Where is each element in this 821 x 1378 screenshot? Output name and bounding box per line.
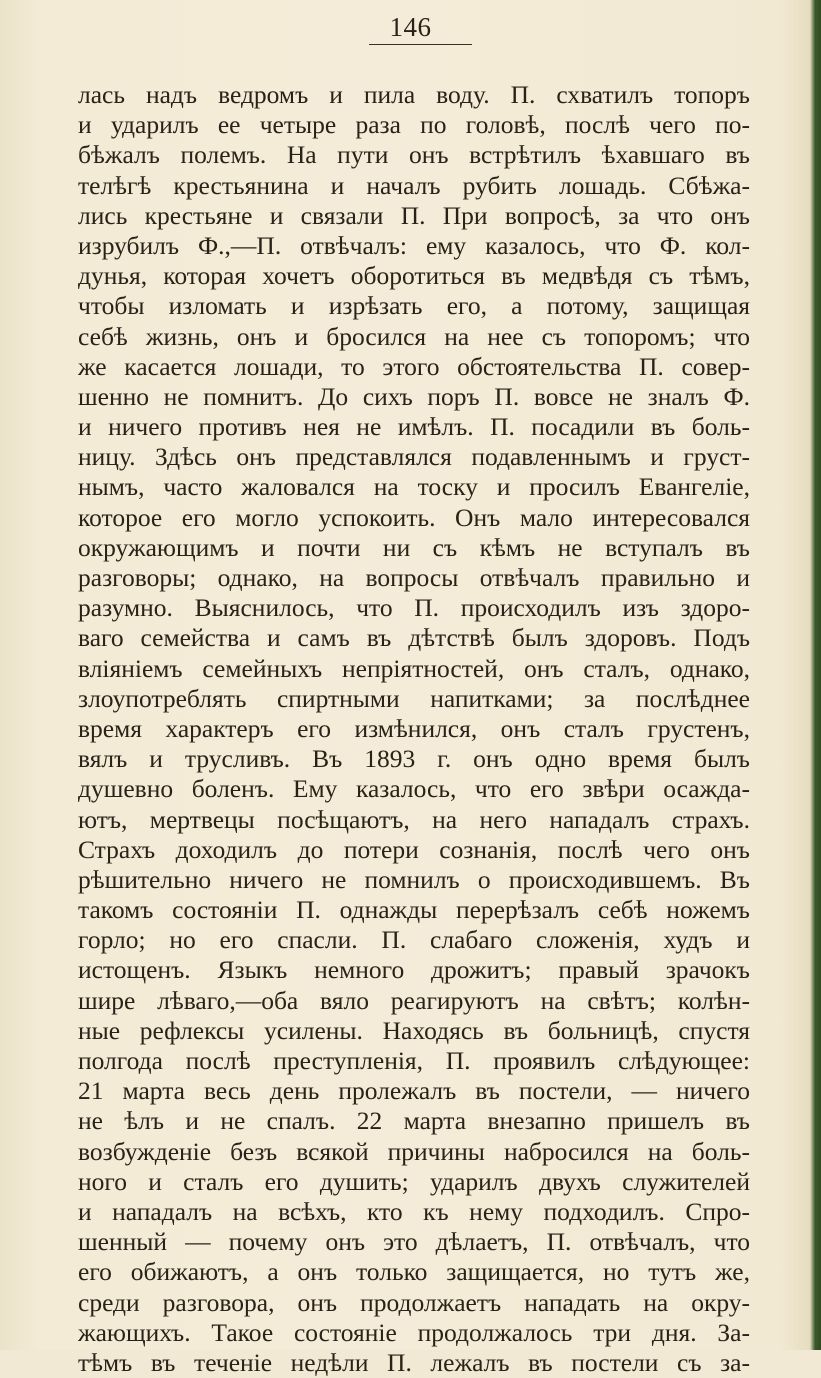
- text-line: окружающимъ и почти ни съ кѣмъ не вступалъ въ: [78, 532, 750, 562]
- text-line: дунья, которая хочетъ оборотиться въ медвѣдя съ тѣмъ,: [78, 261, 750, 291]
- text-line: и ничего противъ нея не имѣлъ. П. посадили въ боль-: [78, 412, 750, 442]
- text-line: возбужденіе безъ всякой причины набросился на боль-: [78, 1136, 750, 1166]
- text-line: себѣ жизнь, онъ и бросился на нее съ топоромъ; что: [78, 321, 750, 351]
- text-line: шенный — почему онъ это дѣлаетъ, П. отвѣчалъ, что: [78, 1227, 750, 1257]
- text-line: нымъ, часто жаловался на тоску и просилъ Евангеліе,: [78, 472, 750, 502]
- text-line: среди разговора, онъ продолжаетъ нападать на окру-: [78, 1287, 750, 1317]
- text-line: и ударилъ ее четыре раза по головѣ, послѣ чего по-: [78, 110, 750, 140]
- text-line: вліяніемъ семейныхъ непріятностей, онъ сталъ, однако,: [78, 653, 750, 683]
- text-line: разговоры; однако, на вопросы отвѣчалъ правильно и: [78, 563, 750, 592]
- text-line: и нападалъ на всѣхъ, кто къ нему подходилъ. Спро-: [78, 1196, 750, 1226]
- text-line: телѣгѣ крестьянина и началъ рубить лошадь. Сбѣжа-: [78, 170, 750, 200]
- text-line: душевно боленъ. Ему казалось, что его звѣри осажда-: [78, 774, 750, 804]
- text-line: полгода послѣ преступленія, П. проявилъ слѣдующее:: [78, 1046, 750, 1075]
- text-line: ницу. Здѣсь онъ представлялся подавленнымъ и груст-: [78, 442, 750, 472]
- text-line: бѣжалъ полемъ. На пути онъ встрѣтилъ ѣхавшаго въ: [78, 140, 750, 170]
- text-line: Страхъ доходилъ до потери сознанія, послѣ чего онъ: [78, 834, 750, 864]
- page-number: 146: [389, 12, 432, 42]
- text-line: шенно не помнитъ. До сихъ поръ П. вовсе не зналъ Ф.: [78, 381, 750, 411]
- text-line: 21 марта весь день пролежалъ въ постели, — ничего: [78, 1076, 750, 1106]
- text-line: такомъ состояніи П. однажды перерѣзалъ себѣ ножемъ: [78, 895, 750, 925]
- text-line: истощенъ. Языкъ немного дрожитъ; правый зрачокъ: [78, 955, 750, 985]
- text-line: разумно. Выяснилось, что П. происходилъ изъ здоро-: [78, 593, 750, 623]
- text-line: время характеръ его измѣнился, онъ сталъ грустенъ,: [78, 713, 750, 743]
- text-line: ного и сталъ его душить; ударилъ двухъ служителей: [78, 1166, 750, 1196]
- text-line: же касается лошади, то этого обстоятельства П. совер-: [78, 351, 750, 381]
- header-rule: [369, 44, 472, 45]
- text-line: лась надъ ведромъ и пила воду. П. схватилъ топоръ: [78, 80, 750, 109]
- text-line: рѣшительно ничего не помнилъ о происходившемъ. Въ: [78, 864, 750, 894]
- text-line: ваго семейства и самъ въ дѣтствѣ былъ здоровъ. Подъ: [78, 623, 750, 653]
- text-line: вялъ и трусливъ. Въ 1893 г. онъ одно время былъ: [78, 744, 750, 774]
- text-line: ные рефлексы усилены. Находясь въ больницѣ, спустя: [78, 1015, 750, 1045]
- text-line: жающихъ. Такое состояніе продолжалось три дня. За-: [78, 1317, 750, 1347]
- text-line: лись крестьяне и связали П. При вопросѣ, за что онъ: [78, 200, 750, 230]
- text-line: горло; но его спасли. П. слабаго сложенія, худъ и: [78, 925, 750, 955]
- body-text: [78, 80, 750, 1378]
- text-line: тѣмъ въ теченіе недѣли П. лежалъ въ постели съ за-: [78, 1347, 750, 1377]
- text-line: его обижаютъ, а онъ только защищается, но тутъ же,: [78, 1257, 750, 1287]
- text-line: которое его могло успокоить. Онъ мало интересовался: [78, 502, 750, 532]
- text-line: не ѣлъ и не спалъ. 22 марта внезапно пришелъ въ: [78, 1106, 750, 1136]
- text-line: шире лѣваго,—оба вяло реагируютъ на свѣтъ; колѣн-: [78, 985, 750, 1015]
- text-line: злоупотреблять спиртными напитками; за послѣднее: [78, 683, 750, 713]
- text-line: чтобы изломать и изрѣзать его, а потому, защищая: [78, 291, 750, 321]
- text-line: изрубилъ Ф.,—П. отвѣчалъ: ему казалось, что Ф. кол-: [78, 230, 750, 260]
- text-line: ютъ, мертвецы посѣщаютъ, на него нападалъ страхъ.: [78, 804, 750, 834]
